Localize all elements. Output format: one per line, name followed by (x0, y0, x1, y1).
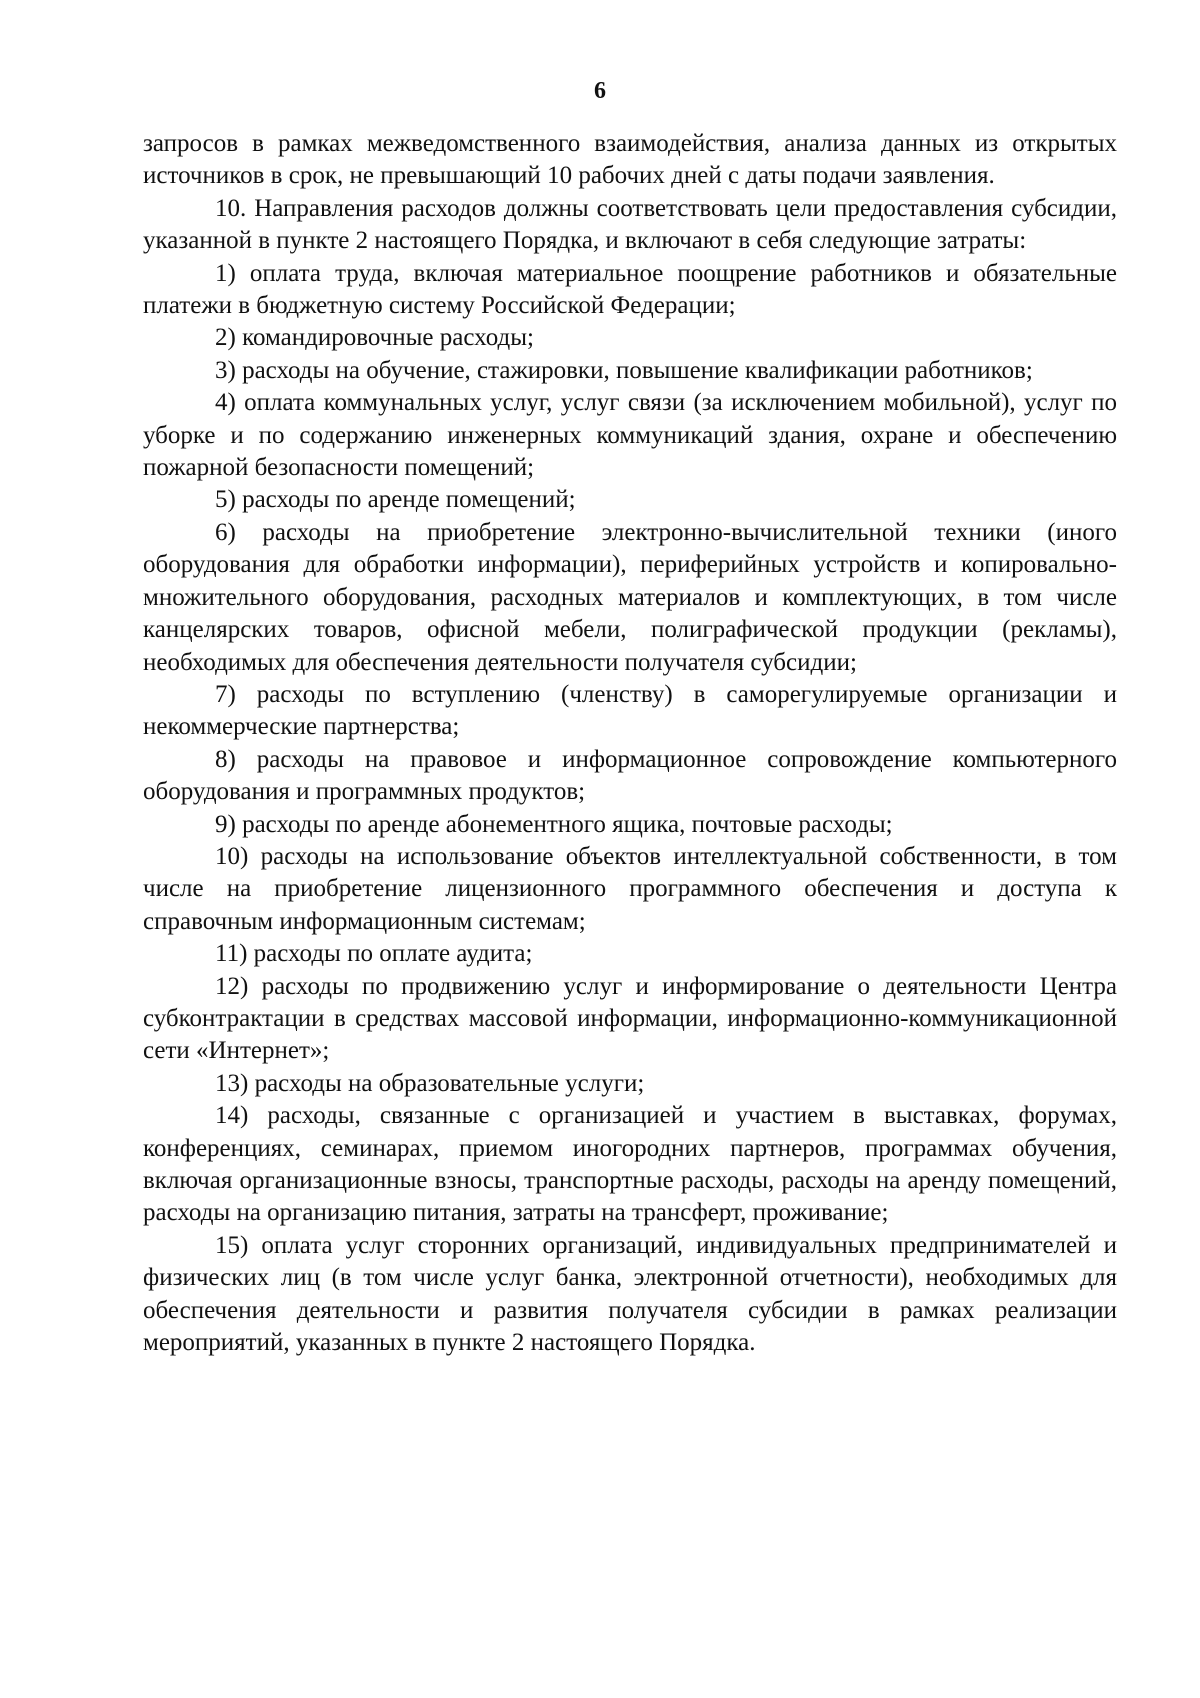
list-item: 12) расходы по продвижению услуг и информирование о деятельности Центра субконтрактации в средствах массовой информации, информационно-коммуникационной сети «Интернет»; (143, 972, 1117, 1065)
page-number: 6 (594, 78, 606, 104)
list-item: 7) расходы по вступлению (членству) в саморегулируемые организации и некоммерческие партнерства; (143, 680, 1117, 741)
list-item: 14) расходы, связанные с организацией и участием в выставках, форумах, конференциях, семинарах, приемом иногородних партнеров, программах обучения, включая организационные взносы, транспортные расходы, расходы на аренду помещений, расходы на организацию питания, затраты на трансферт, проживание; (143, 1102, 1117, 1227)
list-item: 8) расходы на правовое и информационное сопровождение компьютерного оборудования и программных продуктов; (143, 745, 1117, 806)
list-item: 3) расходы на обучение, стажировки, повышение квалификации работников; (215, 356, 1033, 384)
document-body (143, 128, 1117, 1359)
list-item: 15) оплата услуг сторонних организаций, индивидуальных предпринимателей и физических лиц (в том числе услуг банка, электронной отчетности), необходимых для обеспечения деятельности и развития получателя субсидии в рамках реализации мероприятий, указанных в пункте 2 настоящего Порядка. (143, 1231, 1117, 1357)
list-item: 11) расходы по оплате аудита; (215, 940, 533, 968)
list-item: 10) расходы на использование объектов интеллектуальной собственности, в том числе на приобретение лицензионного программного обеспечения и доступа к справочным информационным системам; (143, 842, 1117, 935)
list-item: 4) оплата коммунальных услуг, услуг связи (за исключением мобильной), услуг по уборке и по содержанию инженерных коммуникаций здания, охране и обеспечению пожарной безопасности помещений; (143, 389, 1117, 482)
list-item: 9) расходы по аренде абонементного ящика, почтовые расходы; (215, 810, 893, 838)
list-item: 2) командировочные расходы; (215, 324, 534, 352)
list-item: 1) оплата труда, включая материальное поощрение работников и обязательные платежи в бюджетную систему Российской Федерации; (143, 259, 1117, 320)
paragraph-item-10: 10. Направления расходов должны соответствовать цели предоставления субсидии, указанной в пункте 2 настоящего Порядка, и включают в себя следующие затраты: (143, 194, 1117, 255)
list-item: 5) расходы по аренде помещений; (215, 486, 576, 514)
list-item: 13) расходы на образовательные услуги; (215, 1069, 645, 1097)
paragraph-continuation: запросов в рамках межведомственного взаимодействия, анализа данных из открытых источников в срок, не превышающий 10 рабочих дней с даты подачи заявления. (143, 130, 1117, 190)
list-item: 6) расходы на приобретение электронно-вычислительной техники (иного оборудования для обработки информации), периферийных устройств и копировально-множительного оборудования, расходных материалов и комплектующих, в том числе канцелярских товаров, офисной мебели, полиграфической продукции (рекламы), необходимых для обеспечения деятельности получателя субсидии; (143, 518, 1117, 676)
